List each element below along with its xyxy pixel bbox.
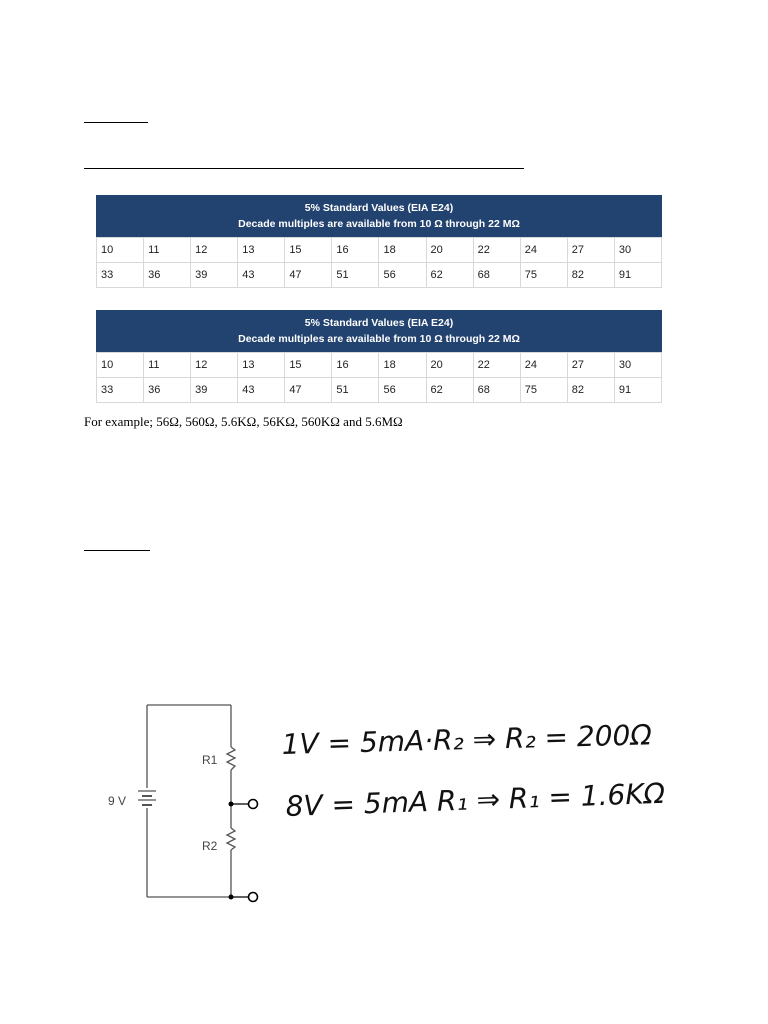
e24-table-2 (96, 310, 662, 403)
table-cell: 68 (473, 378, 520, 403)
table-subtitle: Decade multiples are available from 10 Ω through 22 MΩ (238, 218, 520, 230)
e24-table-1 (96, 195, 662, 288)
table-cell: 15 (285, 238, 332, 263)
table-cell: 11 (144, 353, 191, 378)
table-cell: 36 (144, 263, 191, 288)
table-cell: 12 (191, 353, 238, 378)
r1-resistor (227, 747, 235, 770)
table-cell: 82 (567, 263, 614, 288)
table-cell: 11 (144, 238, 191, 263)
heading-underline-2 (84, 168, 524, 169)
table-cell: 10 (97, 353, 144, 378)
table-cell: 36 (144, 378, 191, 403)
table-cell: 20 (426, 238, 473, 263)
table-row (97, 378, 662, 403)
table-cell: 51 (332, 263, 379, 288)
table-cell: 75 (520, 263, 567, 288)
table-title: 5% Standard Values (EIA E24) (304, 202, 454, 214)
heading-underline-1 (84, 122, 148, 123)
junction-dot (229, 895, 234, 900)
table-cell: 16 (332, 238, 379, 263)
table-cell: 39 (191, 263, 238, 288)
battery-label: 9 V (108, 794, 127, 808)
table-header (96, 310, 662, 352)
table-cell: 91 (614, 378, 661, 403)
table-cell: 24 (520, 353, 567, 378)
table-cell: 62 (426, 378, 473, 403)
table-cell: 13 (238, 238, 285, 263)
output-terminal (249, 800, 258, 809)
ground-terminal (249, 893, 258, 902)
handwritten-calculation (280, 712, 700, 842)
table-cell: 22 (473, 238, 520, 263)
table-cell: 43 (238, 378, 285, 403)
table-cell: 82 (567, 378, 614, 403)
circuit-diagram (100, 690, 270, 910)
table-cell: 13 (238, 353, 285, 378)
table-row (97, 353, 662, 378)
table-cell: 47 (285, 263, 332, 288)
r2-label: R2 (202, 839, 218, 853)
table-cell: 39 (191, 378, 238, 403)
table-cell: 27 (567, 353, 614, 378)
table-cell: 18 (379, 353, 426, 378)
table-cell: 20 (426, 353, 473, 378)
equation-line-1: 1V = 5mA·R₂ ⇒ R₂ = 200Ω (281, 718, 653, 761)
table-cell: 68 (473, 263, 520, 288)
table-cell: 12 (191, 238, 238, 263)
table-cell: 27 (567, 238, 614, 263)
values-grid (96, 237, 662, 288)
table-cell: 24 (520, 238, 567, 263)
table-cell: 30 (614, 238, 661, 263)
table-cell: 56 (379, 263, 426, 288)
table-header (96, 195, 662, 237)
table-cell: 22 (473, 353, 520, 378)
table-row (97, 263, 662, 288)
table-cell: 51 (332, 378, 379, 403)
table-cell: 91 (614, 263, 661, 288)
r2-resistor (227, 828, 235, 850)
table-cell: 33 (97, 263, 144, 288)
table-cell: 43 (238, 263, 285, 288)
values-grid (96, 352, 662, 403)
table-cell: 16 (332, 353, 379, 378)
table-cell: 75 (520, 378, 567, 403)
table-cell: 56 (379, 378, 426, 403)
table-cell: 62 (426, 263, 473, 288)
example-text: For example; 56Ω, 560Ω, 5.6KΩ, 56KΩ, 560KΩ and 5.6MΩ (84, 414, 403, 429)
r1-label: R1 (202, 753, 218, 767)
table-cell: 47 (285, 378, 332, 403)
equation-line-2: 8V = 5mA R₁ ⇒ R₁ = 1.6KΩ (285, 776, 666, 823)
table-subtitle: Decade multiples are available from 10 Ω through 22 MΩ (238, 333, 520, 345)
table-row (97, 238, 662, 263)
table-cell: 33 (97, 378, 144, 403)
table-cell: 15 (285, 353, 332, 378)
table-title: 5% Standard Values (EIA E24) (304, 317, 454, 329)
table-cell: 30 (614, 353, 661, 378)
junction-dot (229, 802, 234, 807)
table-cell: 10 (97, 238, 144, 263)
battery-symbol (138, 791, 156, 805)
table-cell: 18 (379, 238, 426, 263)
heading-underline-3 (84, 550, 150, 551)
